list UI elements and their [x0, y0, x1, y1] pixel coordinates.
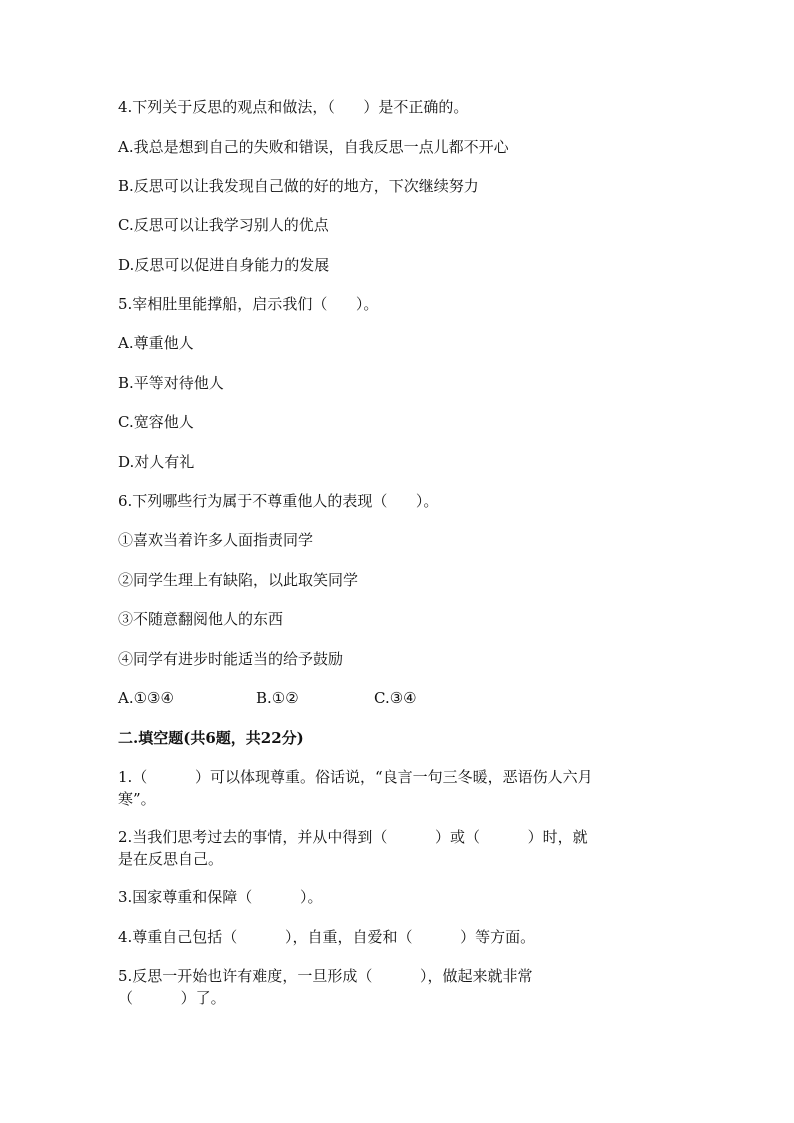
q6-statement-1: ①喜欢当着许多人面指责同学 — [118, 531, 314, 549]
fill-4: 4.尊重自己包括（ ），自重，自爱和（ ）等方面。 — [118, 928, 536, 946]
q6-statement-4: ④同学有进步时能适当的给予鼓励 — [118, 650, 344, 668]
q6-option-a: A.①③④ — [118, 689, 174, 707]
fill-5-line-1: 5.反思一开始也许有难度，一旦形成（ ），做起来就非常 — [118, 967, 533, 985]
q5-option-c: C.宽容他人 — [118, 413, 194, 431]
q5-option-d: D.对人有礼 — [118, 453, 195, 471]
q6-statement-3: ③不随意翻阅他人的东西 — [118, 610, 284, 628]
q4-option-b: B.反思可以让我发现自己做的好的地方，下次继续努力 — [118, 177, 479, 195]
q6-stem: 6.下列哪些行为属于不尊重他人的表现（ ）。 — [118, 492, 439, 510]
q4-stem: 4.下列关于反思的观点和做法，（ ）是不正确的。 — [118, 98, 469, 116]
q5-option-a: A.尊重他人 — [118, 334, 194, 352]
q6-option-b: B.①② — [256, 689, 299, 707]
fill-3: 3.国家尊重和保障（ ）。 — [118, 888, 323, 906]
q4-option-d: D.反思可以促进自身能力的发展 — [118, 256, 330, 274]
section-heading: 二.填空题(共6题，共22分) — [118, 729, 304, 747]
q4-option-a: A.我总是想到自己的失败和错误，自我反思一点儿都不开心 — [118, 138, 509, 156]
q6-statement-2: ②同学生理上有缺陷，以此取笑同学 — [118, 571, 359, 589]
fill-1-line-2: 寒”。 — [118, 790, 156, 808]
q6-option-c: C.③④ — [374, 689, 417, 707]
fill-2-line-2: 是在反思自己。 — [118, 850, 224, 868]
q4-option-c: C.反思可以让我学习别人的优点 — [118, 216, 329, 234]
fill-2-line-1: 2.当我们思考过去的事情，并从中得到（ ）或（ ）时，就 — [118, 828, 588, 846]
q5-option-b: B.平等对待他人 — [118, 374, 224, 392]
fill-1-line-1: 1.（ ）可以体现尊重。俗话说，“良言一句三冬暖，恶语伤人六月 — [118, 768, 593, 786]
q5-stem: 5.宰相肚里能撑船，启示我们（ ）。 — [118, 295, 379, 313]
fill-5-line-2: （ ）了。 — [118, 989, 226, 1007]
